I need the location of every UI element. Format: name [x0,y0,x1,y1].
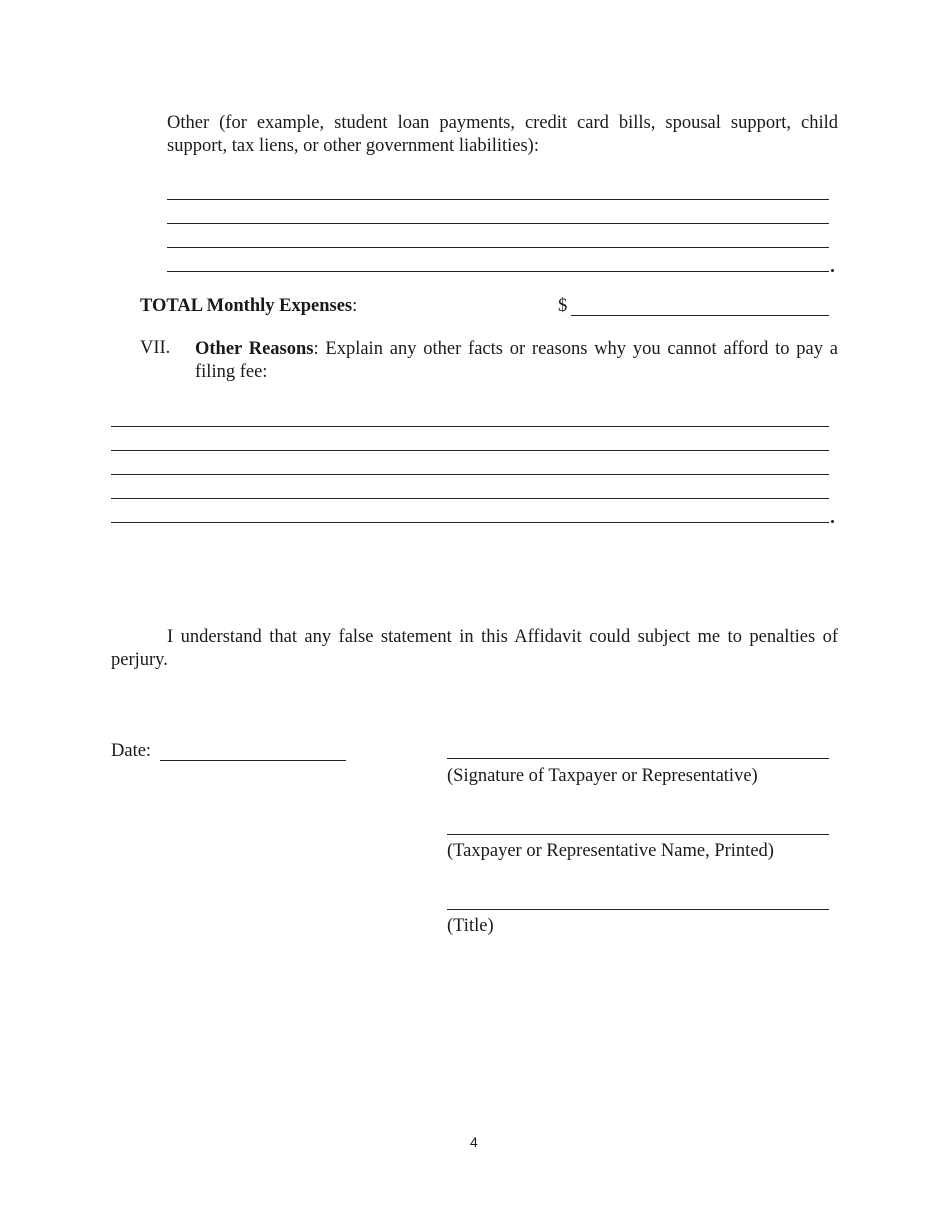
perjury-statement: I understand that any false statement in this Affidavit could subject me to penalties of perjury. [111,627,838,670]
title-caption: (Title) [447,916,494,936]
total-expenses-label-text: TOTAL Monthly Expenses [140,296,353,316]
other-expenses-end-period [831,269,834,272]
section-vii-number: VII. [140,338,171,358]
other-reasons-line-4[interactable] [111,498,829,499]
signature-line[interactable] [447,758,829,759]
total-expenses-field[interactable] [571,315,829,316]
date-label: Date: [111,741,152,761]
other-expenses-line-3[interactable] [167,247,829,248]
printed-name-line[interactable] [447,834,829,835]
other-expenses-line-1[interactable] [167,199,829,200]
other-expenses-line-4[interactable] [167,271,829,272]
other-reasons-line-1[interactable] [111,426,829,427]
other-reasons-end-period [831,520,834,523]
page-number: 4 [470,1134,478,1150]
section-vii-heading: Other Reasons [195,339,314,359]
total-expenses-label [140,296,357,317]
signature-caption: (Signature of Taxpayer or Representative) [447,766,758,786]
other-reasons-line-2[interactable] [111,450,829,451]
currency-symbol: $ [558,296,568,316]
section-vii-text [195,338,838,384]
total-expenses-colon: : [352,296,358,316]
section-vii-description: : Explain any other facts or reasons why you cannot afford to pay a filing fee: [195,339,838,382]
other-expenses-line-2[interactable] [167,223,829,224]
other-expenses-prompt: Other (for example, student loan payments, credit card bills, spousal support, child support, tax liens, or other government liabilities): [167,113,838,156]
date-field[interactable] [160,760,346,761]
printed-name-caption: (Taxpayer or Representative Name, Printed) [447,841,774,861]
other-reasons-line-5[interactable] [111,522,829,523]
other-reasons-line-3[interactable] [111,474,829,475]
title-line[interactable] [447,909,829,910]
